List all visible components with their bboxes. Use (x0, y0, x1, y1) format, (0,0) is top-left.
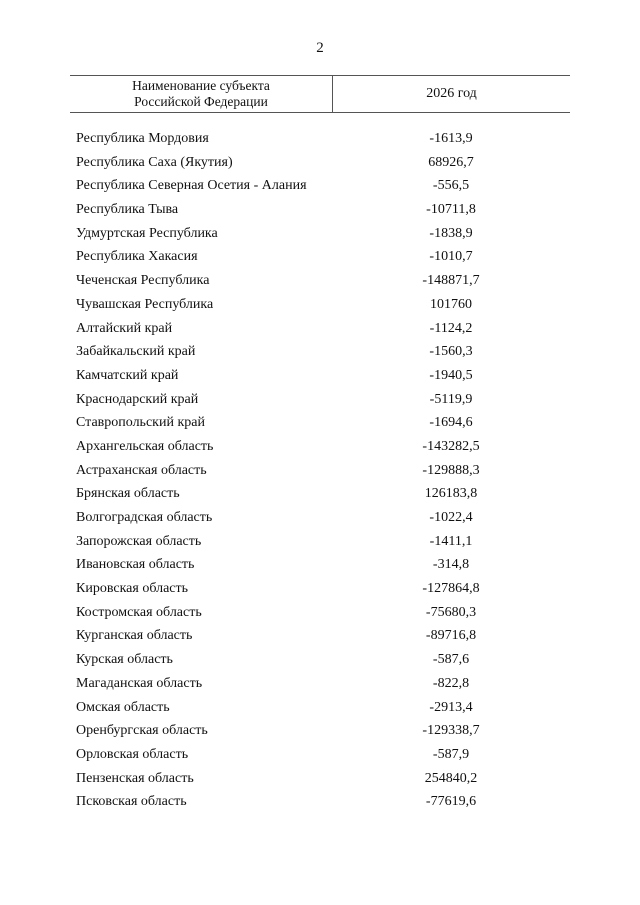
subject-name: Архангельская область (76, 438, 214, 454)
year-value: -1838,9 (429, 225, 473, 241)
subject-name: Чеченская Республика (76, 273, 210, 289)
table-row (76, 317, 570, 341)
table-row (76, 719, 570, 743)
table-row (76, 482, 570, 506)
year-value: -587,9 (432, 746, 470, 762)
year-value: -129338,7 (422, 723, 480, 739)
table-body (76, 127, 570, 814)
subject-name: Республика Северная Осетия - Алания (76, 178, 307, 194)
subject-name: Удмуртская Республика (76, 225, 218, 241)
subject-name: Псковская область (76, 794, 187, 810)
table-row (76, 624, 570, 648)
subject-name: Ставропольский край (76, 415, 205, 431)
table-row (76, 174, 570, 198)
header-subject-line2: Российской Федерации (134, 94, 268, 109)
table-row (76, 198, 570, 222)
subject-name: Республика Тыва (76, 202, 179, 218)
table-row (76, 340, 570, 364)
year-value: -77619,6 (425, 794, 477, 810)
subject-name: Брянская область (76, 486, 180, 502)
table-row (76, 388, 570, 412)
year-value: -587,6 (432, 652, 470, 668)
subject-name: Республика Хакасия (76, 249, 198, 265)
table-row (76, 696, 570, 720)
page-number: 2 (316, 40, 324, 56)
subject-name: Запорожская область (76, 533, 202, 549)
year-value: -2913,4 (429, 699, 473, 715)
subject-name: Республика Саха (Якутия) (76, 154, 233, 170)
subject-name: Курганская область (76, 628, 193, 644)
year-value: 68926,7 (428, 154, 474, 170)
subject-name: Омская область (76, 699, 170, 715)
header-year-column: 2026 год (426, 86, 477, 101)
table-row (76, 127, 570, 151)
year-value: -1411,1 (429, 533, 473, 549)
table-row (76, 269, 570, 293)
table-row (76, 553, 570, 577)
subject-name: Астраханская область (76, 462, 207, 478)
year-value: 126183,8 (424, 486, 478, 502)
year-value: -127864,8 (422, 581, 480, 597)
year-value: -1940,5 (429, 367, 473, 383)
table-row (76, 245, 570, 269)
year-value: -89716,8 (425, 628, 477, 644)
subject-name: Костромская область (76, 604, 202, 620)
subject-name: Оренбургская область (76, 723, 208, 739)
table-row (76, 601, 570, 625)
table-row (76, 506, 570, 530)
year-value: -5119,9 (429, 391, 473, 407)
table-row (76, 222, 570, 246)
year-value: -556,5 (432, 178, 470, 194)
year-value: -129888,3 (422, 462, 480, 478)
header-subject-line1: Наименование субъекта (132, 78, 270, 93)
subject-name: Пензенская область (76, 770, 194, 786)
year-value: -148871,7 (422, 273, 480, 289)
table-row (76, 411, 570, 435)
year-value: -1022,4 (429, 510, 473, 525)
subject-name: Орловская область (76, 746, 189, 762)
subject-name: Волгоградская область (76, 510, 213, 525)
year-value: -1560,3 (429, 344, 473, 360)
year-value: -1124,2 (429, 320, 473, 336)
year-value: 101760 (430, 296, 472, 312)
subject-name: Кировская область (76, 581, 189, 597)
table-row (76, 364, 570, 388)
subject-name: Алтайский край (76, 320, 173, 336)
subject-name: Забайкальский край (76, 344, 196, 360)
subject-name: Курская область (76, 652, 173, 668)
subject-name: Республика Мордовия (76, 131, 209, 146)
subject-name: Камчатский край (76, 367, 179, 383)
year-value: 254840,2 (424, 770, 478, 786)
year-value: -314,8 (432, 557, 470, 573)
subject-name: Ивановская область (76, 557, 195, 573)
year-value: -822,8 (432, 675, 470, 691)
year-value: -1694,6 (429, 415, 473, 431)
year-value: -10711,8 (426, 202, 476, 218)
table-header (70, 75, 570, 113)
table-row (76, 672, 570, 696)
year-value: -1010,7 (429, 249, 473, 265)
table-row (76, 435, 570, 459)
table-row (76, 790, 570, 814)
subject-name: Магаданская область (76, 675, 203, 691)
year-value: -1613,9 (429, 131, 473, 146)
header-subject-column (70, 76, 333, 112)
table-row (76, 293, 570, 317)
table-row (76, 459, 570, 483)
subject-name: Чувашская Республика (76, 296, 214, 312)
subject-name: Краснодарский край (76, 391, 199, 407)
table-row (76, 743, 570, 767)
year-value: -143282,5 (422, 438, 480, 454)
table-row (76, 530, 570, 554)
table-row (76, 648, 570, 672)
table-row (76, 577, 570, 601)
table-row (76, 767, 570, 791)
table-row (76, 151, 570, 175)
year-value: -75680,3 (425, 604, 477, 620)
